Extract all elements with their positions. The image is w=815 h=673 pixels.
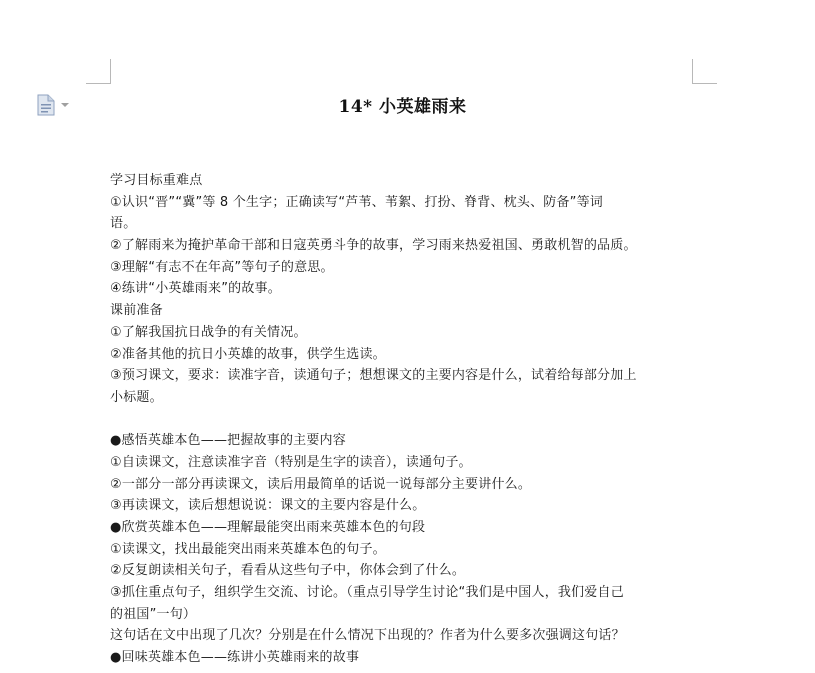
- paragraph-line: ●欣赏英雄本色——理解最能突出雨来英雄本色的句段: [110, 520, 426, 535]
- paragraph-line: ①自读课文，注意读准字音（特别是生字的读音），读通句子。: [110, 454, 472, 470]
- paragraph-line: ③再读课文，读后想想说说：课文的主要内容是什么。: [110, 498, 426, 514]
- document-body: [110, 170, 700, 669]
- paragraph-line: 语。: [110, 216, 137, 232]
- paragraph-line: ③理解“有志不在年高”等句子的意思。: [110, 259, 334, 275]
- paragraph-line: ●感悟英雄本色——把握故事的主要内容: [110, 433, 346, 449]
- document-title: 14* 小英雄雨来: [338, 97, 467, 117]
- paragraph-line: ②了解雨来为掩护革命干部和日寇英勇斗争的故事，学习雨来热爱祖国、勇敢机智的品质。: [110, 238, 637, 254]
- paragraph-line: ③预习课文，要求：读准字音，读通句子；想想课文的主要内容是什么，试着给每部分加上: [110, 368, 637, 384]
- paragraph-line: ①读课文，找出最能突出雨来英雄本色的句子。: [110, 541, 386, 557]
- paragraph-line: 小标题。: [110, 389, 163, 405]
- paragraph-line: ②反复朗读相关句子，看看从这些句子中，你体会到了什么。: [110, 563, 466, 579]
- paragraph-line: ●回味英雄本色——练讲小英雄雨来的故事: [110, 650, 360, 666]
- paragraph-line: ②准备其他的抗日小英雄的故事，供学生选读。: [110, 346, 386, 362]
- paragraph-line: ④练讲“小英雄雨来”的故事。: [110, 281, 281, 297]
- paragraph-line: ①认识“晋”“冀”等 8 个生字；正确读写“芦苇、苇絮、打扮、脊背、枕头、防备”等词: [110, 194, 603, 210]
- paragraph-line: 课前准备: [110, 303, 163, 319]
- margin-corner-top-right: [692, 59, 717, 84]
- margin-corner-top-left: [86, 59, 111, 84]
- paragraph-line: ②一部分一部分再读课文，读后用最简单的话说一说每部分主要讲什么。: [110, 476, 532, 492]
- paragraph-line: ①了解我国抗日战争的有关情况。: [110, 324, 307, 340]
- paragraph-line: 的祖国”一句）: [110, 606, 197, 622]
- paragraph-line: 这句话在文中出现了几次？分别是在什么情况下出现的？作者为什么要多次强调这句话？: [110, 628, 625, 644]
- paragraph-line: 学习目标重难点: [110, 173, 203, 188]
- paragraph-line: ③抓住重点句子，组织学生交流、讨论。（重点引导学生讨论“我们是中国人，我们爱自己: [110, 585, 624, 601]
- blank-line: [110, 409, 700, 431]
